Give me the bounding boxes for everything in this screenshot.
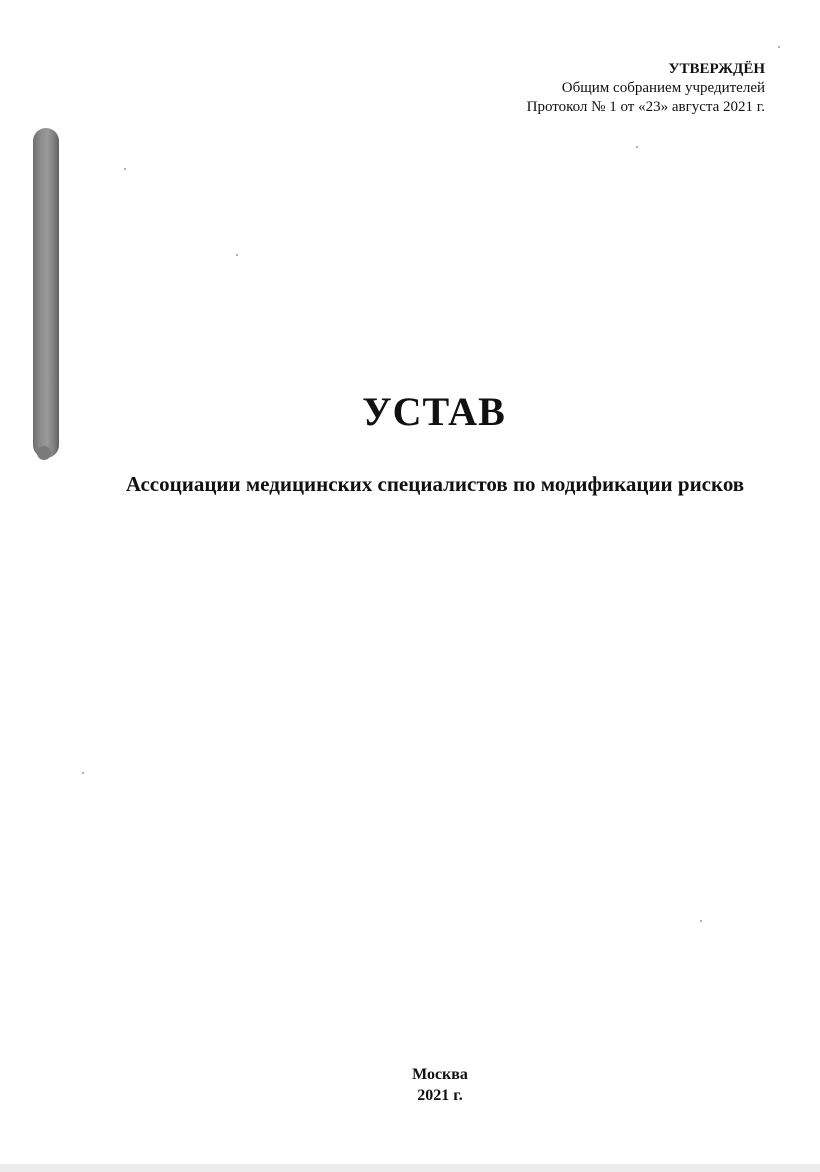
document-subtitle: Ассоциации медицинских специалистов по модификации рисков <box>125 472 745 496</box>
approval-title: УТВЕРЖДЁН <box>668 61 765 77</box>
approval-block <box>527 60 765 117</box>
scan-speck <box>636 146 638 148</box>
scan-speck <box>236 254 238 256</box>
scan-speck <box>700 920 702 922</box>
footer-year: 2021 г. <box>417 1087 463 1104</box>
approval-line-1: Общим собранием учредителей <box>561 80 765 96</box>
scan-speck <box>82 772 84 774</box>
footer-block <box>340 1064 540 1106</box>
scan-speck <box>778 46 780 48</box>
approval-line-2: Протокол № 1 от «23» августа 2021 г. <box>526 99 765 115</box>
scan-speck <box>124 168 126 170</box>
document-title: УСТАВ <box>362 389 506 434</box>
footer-city: Москва <box>412 1066 468 1083</box>
page-bottom-edge <box>0 1164 820 1172</box>
